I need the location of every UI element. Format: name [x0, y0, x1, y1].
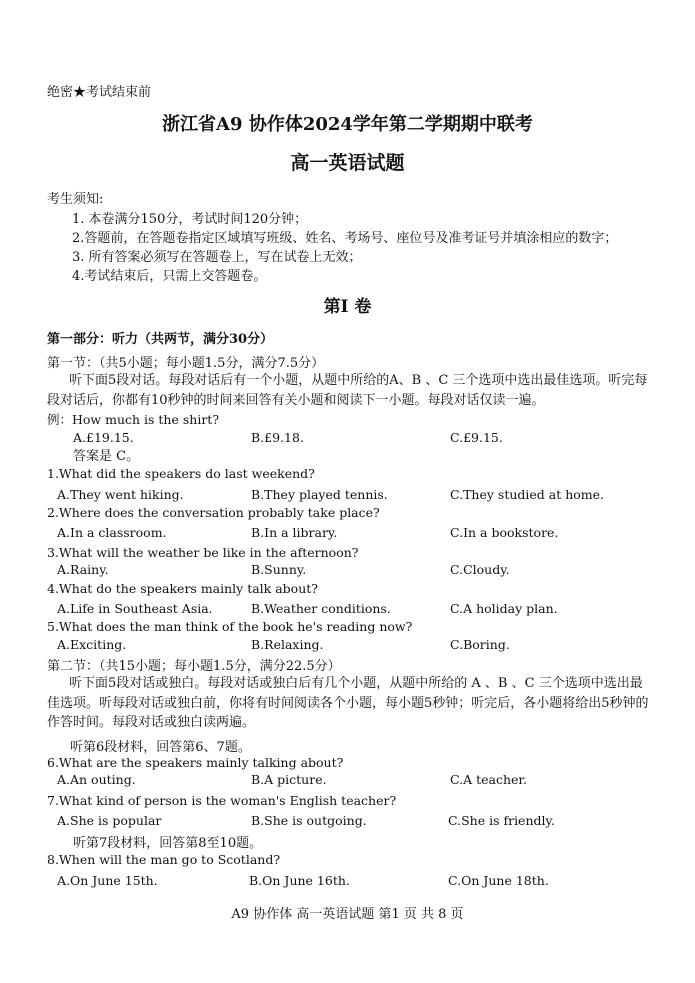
option-b: B.On June 16th. [249, 873, 350, 888]
question-text: 2.Where does the conversation probably take place? [47, 505, 380, 520]
volume-title: 第I 卷 [323, 297, 372, 317]
option-b: B.A picture. [251, 772, 327, 787]
option-b: B.She is outgoing. [251, 813, 367, 828]
example-option-a: A.£19.15. [73, 430, 134, 445]
option-c: C.Boring. [450, 637, 510, 652]
question-text: 1.What did the speakers do last weekend? [47, 466, 315, 481]
option-c: C.On June 18th. [448, 873, 549, 888]
page-footer: A9 协作体 高一英语试题 第1 页 共 8 页 [231, 907, 464, 922]
confidential-label: 绝密★考试结束前 [47, 85, 152, 100]
notice-item: 3. 所有答案必须写在答题卷上，写在试卷上无效； [72, 250, 362, 265]
exam-title: 浙江省A9 协作体2024学年第二学期期中联考 [162, 114, 533, 135]
notice-label: 考生须知: [47, 192, 104, 207]
example-question: 例：How much is the shirt? [47, 412, 220, 427]
option-a: A.Exciting. [57, 637, 127, 652]
option-b: B.In a library. [251, 525, 338, 540]
notice-item: 1. 本卷满分150分，考试时间120分钟； [72, 212, 308, 227]
question-text: 7.What kind of person is the woman's English teacher? [47, 793, 397, 808]
option-b: B.Sunny. [251, 562, 307, 577]
option-c: C.They studied at home. [450, 487, 605, 502]
question-text: 8.When will the man go to Scotland? [47, 852, 281, 867]
option-a: A.In a classroom. [57, 525, 167, 540]
notice-item: 4.考试结束后，只需上交答题卷。 [72, 269, 267, 284]
option-a: A.An outing. [57, 772, 136, 787]
example-option-c: C.£9.15. [450, 430, 503, 445]
option-b: B.They played tennis. [251, 487, 388, 502]
option-c: C.A teacher. [450, 772, 527, 787]
section2-intro: 听下面5段对话或独白。每段对话或独白后有几个小题，从题中所给的 A 、B 、C 三个选项中选出最佳选项。听每段对话或独白前，你将有时间阅读各个小题，每小题5秒钟；听完后，各小题将给出5秒钟的作答时间。每段对话或独白读两遍。 [47, 676, 649, 730]
option-c: C.She is friendly. [448, 813, 555, 828]
question-text: 3.What will the weather be like in the afternoon? [47, 545, 359, 560]
material-note: 听第6段材料，回答第6、7题。 [70, 740, 251, 755]
exam-subtitle: 高一英语试题 [290, 152, 405, 174]
option-a: A.Rainy. [57, 562, 109, 577]
section2-title: 第二节：（共15小题；每小题1.5分，满分22.5分） [47, 659, 341, 674]
notice-item: 2.答题前，在答题卷指定区域填写班级、姓名、考场号、座位号及准考证号并填涂相应的数字； [72, 231, 618, 246]
option-c: C.A holiday plan. [450, 601, 558, 616]
material-note: 听第7段材料，回答第8至10题。 [73, 836, 263, 851]
option-a: A.She is popular [57, 813, 162, 828]
question-text: 6.What are the speakers mainly talking about? [47, 755, 344, 770]
section1-intro: 听下面5段对话。每段对话后有一个小题，从题中所给的A、B 、C 三个选项中选出最佳选项。听完每段对话后，你都有10秒钟的时间来回答有关小题和阅读下一小题。每段对话仅读一遍。 [47, 373, 648, 408]
option-b: B.Weather conditions. [251, 601, 391, 616]
part1-title: 第一部分：听力（共两节，满分30分） [47, 332, 274, 347]
example-answer: 答案是 C。 [73, 449, 140, 464]
option-a: A.On June 15th. [57, 873, 158, 888]
option-b: B.Relaxing. [251, 637, 324, 652]
question-text: 5.What does the man think of the book he's reading now? [47, 619, 413, 634]
option-c: C.Cloudy. [450, 562, 510, 577]
option-c: C.In a bookstore. [450, 525, 559, 540]
option-a: A.Life in Southeast Asia. [57, 601, 213, 616]
section1-title: 第一节：（共5小题；每小题1.5分，满分7.5分） [47, 356, 325, 371]
option-a: A.They went hiking. [57, 487, 184, 502]
question-text: 4.What do the speakers mainly talk about? [47, 581, 318, 596]
example-option-b: B.£9.18. [251, 430, 304, 445]
